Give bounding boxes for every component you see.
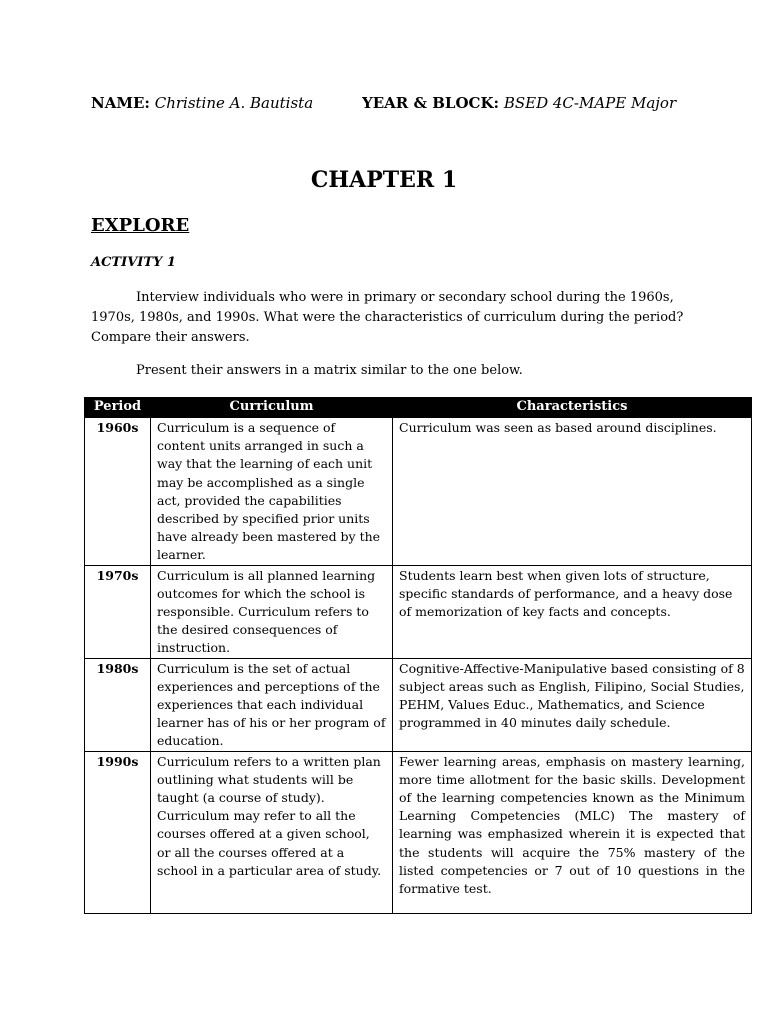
- period-cell: 1990s: [85, 751, 151, 913]
- characteristics-cell: Curriculum was seen as based around disciplines.: [393, 418, 752, 566]
- period-cell: 1970s: [85, 565, 151, 658]
- curriculum-cell: Curriculum is all planned learning outcomes for which the school is responsible. Curriculum refers to the desired consequences of instruction.: [151, 565, 393, 658]
- header-period: Period: [85, 398, 151, 418]
- header-characteristics: Characteristics: [393, 398, 752, 418]
- period-cell: 1960s: [85, 418, 151, 566]
- chapter-title: CHAPTER 1: [310, 167, 458, 193]
- table-row: [85, 565, 752, 658]
- curriculum-cell: Curriculum is a sequence of content units arranged in such a way that the learning of each unit may be accomplished as a single act, provided the capabilities described by specified prior units have already been mastered by the learner.: [151, 418, 393, 566]
- section-title: EXPLORE: [91, 215, 190, 236]
- year-block-label: YEAR & BLOCK:: [362, 94, 500, 112]
- present-instruction: Present their answers in a matrix similar to the one below.: [136, 363, 523, 378]
- header-curriculum: Curriculum: [151, 398, 393, 418]
- year-block-value: BSED 4C-MAPE Major: [503, 94, 677, 112]
- year-block-line: [362, 94, 676, 112]
- table-row: [85, 418, 752, 566]
- name-line: [91, 94, 313, 112]
- characteristics-cell: Fewer learning areas, emphasis on mastery learning, more time allotment for the basic skills. Development of the learning competencies known as the Minimum Learning Competencies (MLC) The mastery of learning was emphasized wherein it is expected that the students will acquire the 75% mastery of the listed competencies or 7 out of 10 questions in the formative test.: [393, 751, 752, 913]
- characteristics-cell: Students learn best when given lots of structure, specific standards of performance, and a heavy dose of memorization of key facts and concepts.: [393, 565, 752, 658]
- table-header-row: [85, 398, 752, 418]
- activity-title: ACTIVITY 1: [91, 255, 176, 270]
- curriculum-cell: Curriculum is the set of actual experiences and perceptions of the experiences that each individual learner has of his or her program of education.: [151, 658, 393, 751]
- instructions-paragraph: Interview individuals who were in primary or secondary school during the 1960s, 1970s, 1980s, and 1990s. What were the characteristics of curriculum during the period? Compare their answers.: [91, 290, 684, 345]
- table-row: [85, 658, 752, 751]
- name-value: Christine A. Bautista: [154, 94, 314, 112]
- table-row: [85, 751, 752, 913]
- curriculum-cell: Curriculum refers to a written plan outlining what students will be taught (a course of study). Curriculum may refer to all the courses offered at a given school, or all the courses offered at a school in a particular area of study.: [151, 751, 393, 913]
- name-label: NAME:: [91, 94, 150, 112]
- period-cell: 1980s: [85, 658, 151, 751]
- curriculum-matrix-table: [84, 397, 752, 914]
- characteristics-cell: Cognitive-Affective-Manipulative based consisting of 8 subject areas such as English, Filipino, Social Studies, PEHM, Values Educ., Mathematics, and Science programmed in 40 minutes daily schedule.: [393, 658, 752, 751]
